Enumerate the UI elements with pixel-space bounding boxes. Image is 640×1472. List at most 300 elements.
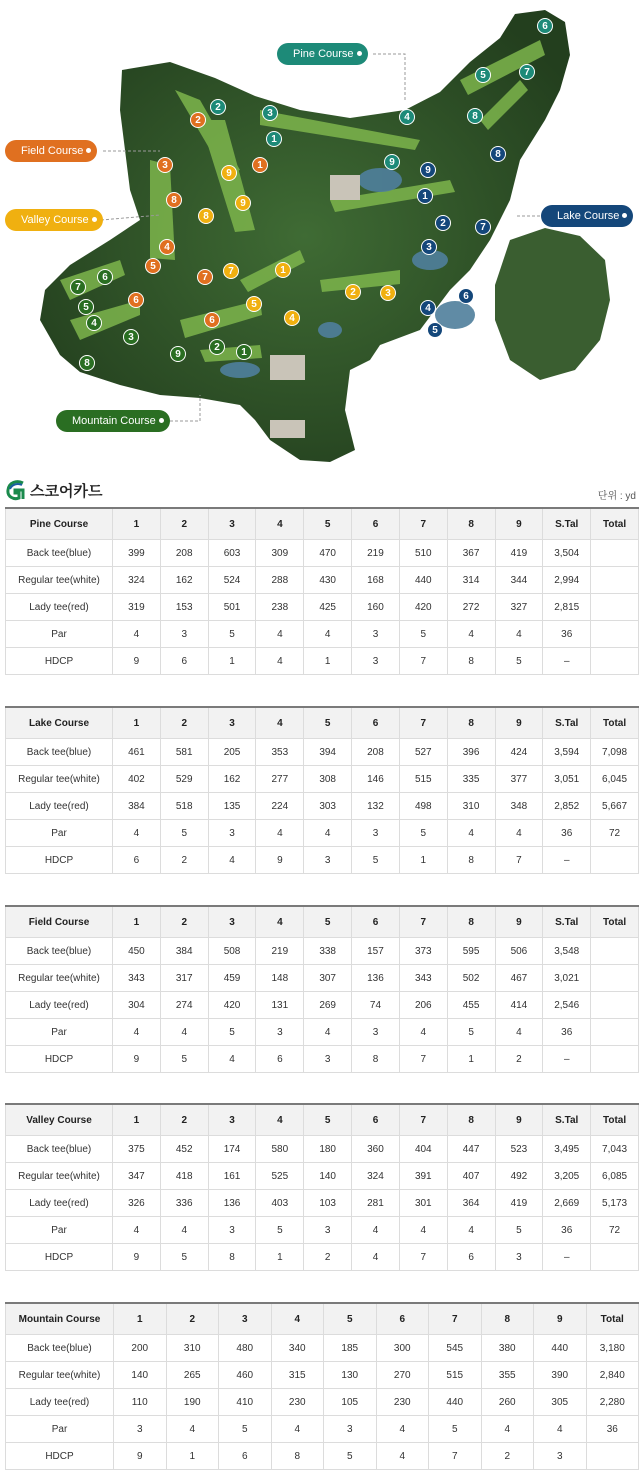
table-cell: 4 [352,1217,400,1244]
table-row [6,1335,639,1362]
valley-hole-marker[interactable]: 4 [284,310,300,326]
table-cell: 4 [399,1217,447,1244]
table-cell: 140 [304,1163,352,1190]
mountain-hole-marker[interactable]: 4 [86,315,102,331]
table-row [6,1443,639,1470]
table-cell: 403 [256,1190,304,1217]
table-cell [591,648,639,675]
table-cell [591,847,639,874]
table-cell: 3,495 [543,1136,591,1163]
table-cell: 4 [113,820,161,847]
lake-course-label-text: Lake Course [557,210,620,222]
table-cell: 1 [304,648,352,675]
table-cell: 440 [429,1389,482,1416]
column-header: 6 [352,508,400,540]
table-cell: 136 [352,965,400,992]
table-cell: 5 [208,621,256,648]
table-cell: 1 [256,1244,304,1271]
table-cell: 467 [495,965,543,992]
table-cell: 131 [256,992,304,1019]
column-header: 6 [376,1303,429,1335]
column-header: 3 [208,906,256,938]
table-cell: 160 [352,594,400,621]
table-cell: 72 [591,820,639,847]
table-cell: 3 [352,820,400,847]
table-cell: 6 [160,648,208,675]
table-row [6,820,639,847]
mountain-course-label-text: Mountain Course [72,415,156,427]
course-map-image [0,0,640,470]
column-header: 2 [160,508,208,540]
table-cell: 4 [376,1443,429,1470]
table-cell: 3,021 [543,965,591,992]
pine-course-label-text: Pine Course [293,48,354,60]
table-cell: 162 [160,567,208,594]
lake-hole-marker[interactable]: 1 [417,188,433,204]
table-cell: 36 [586,1416,639,1443]
table-cell [591,992,639,1019]
table-cell: – [543,1046,591,1073]
valley-hole-marker[interactable]: 9 [235,195,251,211]
table-cell: 5 [495,1217,543,1244]
table-cell: 364 [447,1190,495,1217]
table-cell: 317 [160,965,208,992]
table-cell: 3 [304,847,352,874]
table-cell: 2 [495,1046,543,1073]
table-row [6,567,639,594]
column-header: Total [591,707,639,739]
valley-hole-marker[interactable]: 8 [198,208,214,224]
table-cell: 3,548 [543,938,591,965]
valley-hole-marker[interactable]: 5 [246,296,262,312]
table-cell: 452 [160,1136,208,1163]
row-label: Back tee(blue) [6,540,113,567]
table-cell: 498 [399,793,447,820]
lake-hole-marker[interactable]: 9 [420,162,436,178]
table-cell: 3 [324,1416,377,1443]
table-cell: 180 [304,1136,352,1163]
table-cell: 9 [256,847,304,874]
table-cell: 344 [495,567,543,594]
column-header: S.Tal [543,906,591,938]
field-hole-marker[interactable]: 5 [145,258,161,274]
table-cell: 7 [429,1443,482,1470]
mountain-hole-marker[interactable]: 6 [97,269,113,285]
table-cell: 219 [352,540,400,567]
column-header: Total [586,1303,639,1335]
table-cell: 418 [160,1163,208,1190]
table-row [6,965,639,992]
table-cell: 508 [208,938,256,965]
table-cell: 5 [256,1217,304,1244]
table-cell: 269 [304,992,352,1019]
table-cell: 8 [271,1443,324,1470]
table-cell: 270 [376,1362,429,1389]
table-cell: 3 [352,648,400,675]
table-cell: 238 [256,594,304,621]
column-header: 1 [114,1303,167,1335]
column-header: 5 [304,707,352,739]
table-cell: 5 [324,1443,377,1470]
lake-hole-marker[interactable]: 6 [458,288,474,304]
table-cell: 140 [114,1362,167,1389]
table-cell: 336 [160,1190,208,1217]
table-cell: 510 [399,540,447,567]
table-cell: 506 [495,938,543,965]
table-row [6,938,639,965]
column-header: 5 [324,1303,377,1335]
table-cell [591,1244,639,1271]
table-row [6,1136,639,1163]
table-cell: 174 [208,1136,256,1163]
table-row [6,1217,639,1244]
column-header: 7 [399,906,447,938]
column-header: 5 [304,906,352,938]
row-label: Regular tee(white) [6,965,113,992]
table-cell: 274 [160,992,208,1019]
mountain-hole-marker[interactable]: 3 [123,329,139,345]
table-cell: 4 [376,1416,429,1443]
field-course-label[interactable] [5,140,97,162]
table-cell: 2 [160,847,208,874]
table-cell: 430 [304,567,352,594]
column-header: 1 [113,508,161,540]
table-cell: 3 [114,1416,167,1443]
row-label: Regular tee(white) [6,567,113,594]
table-cell: 8 [447,648,495,675]
column-header: 7 [429,1303,482,1335]
table-cell: 205 [208,739,256,766]
mountain-hole-marker[interactable]: 5 [78,299,94,315]
table-row [6,1046,639,1073]
table-cell: 8 [352,1046,400,1073]
row-label: Back tee(blue) [6,739,113,766]
mountain-hole-marker[interactable]: 7 [70,279,86,295]
pine-hole-marker[interactable]: 9 [384,154,400,170]
valley-course-label[interactable] [5,209,103,231]
table-cell: 8 [447,847,495,874]
field-hole-marker[interactable]: 2 [190,112,206,128]
scorecard-table [5,1103,639,1271]
table-cell: 7 [399,1046,447,1073]
row-label: Lady tee(red) [6,1190,113,1217]
table-cell: 480 [219,1335,272,1362]
table-cell: 4 [534,1416,587,1443]
table-cell: 4 [160,1217,208,1244]
table-cell: 4 [256,820,304,847]
column-header: Total [591,508,639,540]
table-cell: 340 [271,1335,324,1362]
table-cell: 303 [304,793,352,820]
table-cell: 3 [208,820,256,847]
table-cell: 314 [447,567,495,594]
table-cell: 384 [160,938,208,965]
table-cell: 4 [399,1019,447,1046]
table-cell: 190 [166,1389,219,1416]
table-cell: 208 [160,540,208,567]
table-cell [591,594,639,621]
table-cell: 4 [208,1046,256,1073]
scorecard-header [0,474,640,506]
table-cell: 219 [256,938,304,965]
dot-icon [357,51,362,56]
course-name: Pine Course [6,508,113,540]
table-cell: 2,852 [543,793,591,820]
column-header: 1 [113,1104,161,1136]
pine-hole-marker[interactable]: 3 [262,105,278,121]
table-cell: 272 [447,594,495,621]
table-cell: 425 [304,594,352,621]
table-cell: 353 [256,739,304,766]
table-cell: 319 [113,594,161,621]
mountain-hole-marker[interactable]: 2 [209,339,225,355]
unit-label: 단위 : yd [597,491,636,502]
table-cell: 4 [113,1019,161,1046]
table-cell: 7 [495,847,543,874]
table-cell: 9 [113,1244,161,1271]
table-row [6,1362,639,1389]
pine-hole-marker[interactable]: 8 [467,108,483,124]
dot-icon [159,418,164,423]
table-cell: 4 [304,621,352,648]
table-cell: 9 [113,1046,161,1073]
mountain-hole-marker[interactable]: 9 [170,346,186,362]
lake-hole-marker[interactable]: 2 [435,215,451,231]
table-cell: 3,051 [543,766,591,793]
column-header: 9 [495,1104,543,1136]
valley-course-label-text: Valley Course [21,214,89,226]
table-cell: 335 [447,766,495,793]
lake-hole-marker[interactable]: 5 [427,322,443,338]
pine-hole-marker[interactable]: 2 [210,99,226,115]
table-cell: 3 [304,1217,352,1244]
lake-hole-marker[interactable]: 3 [421,239,437,255]
table-cell: 3 [256,1019,304,1046]
table-cell: 2,669 [543,1190,591,1217]
table-row [6,1389,639,1416]
table-cell: 4 [447,621,495,648]
column-header: 4 [256,508,304,540]
row-label: Lady tee(red) [6,992,113,1019]
course-map [0,0,640,470]
column-header: S.Tal [543,1104,591,1136]
table-cell: 74 [352,992,400,1019]
table-cell: 450 [113,938,161,965]
table-cell: 157 [352,938,400,965]
table-cell: 4 [495,820,543,847]
column-header: 6 [352,1104,400,1136]
table-cell: 36 [543,820,591,847]
table-cell: 581 [160,739,208,766]
row-label: HDCP [6,1443,114,1470]
table-cell: 146 [352,766,400,793]
table-cell: 460 [219,1362,272,1389]
table-cell: 327 [495,594,543,621]
field-course-label-text: Field Course [21,145,84,157]
table-cell: 308 [304,766,352,793]
table-cell: 305 [534,1389,587,1416]
lake-course-label[interactable] [541,205,633,227]
valley-hole-marker[interactable]: 7 [223,263,239,279]
table-cell: 5 [429,1416,482,1443]
table-cell: 7 [399,1244,447,1271]
column-header: 3 [208,707,256,739]
field-hole-marker[interactable]: 1 [252,157,268,173]
valley-hole-marker[interactable]: 9 [221,165,237,181]
table-cell: 595 [447,938,495,965]
pine-hole-marker[interactable]: 7 [519,64,535,80]
column-header: 8 [447,707,495,739]
row-label: Regular tee(white) [6,1362,114,1389]
table-cell: 130 [324,1362,377,1389]
field-hole-marker[interactable]: 6 [128,292,144,308]
golf-logo-icon [5,479,27,501]
table-cell: 414 [495,992,543,1019]
pine-hole-marker[interactable]: 4 [399,109,415,125]
table-cell: 419 [495,1190,543,1217]
field-hole-marker[interactable]: 3 [157,157,173,173]
table-cell: 2,840 [586,1362,639,1389]
table-cell: 135 [208,793,256,820]
table-cell: 36 [543,621,591,648]
table-cell: 5 [160,1244,208,1271]
table-cell: 502 [447,965,495,992]
table-cell: 3 [160,621,208,648]
table-cell: 1 [208,648,256,675]
table-cell: 380 [481,1335,534,1362]
dot-icon [622,213,627,218]
table-row [6,648,639,675]
pine-hole-marker[interactable]: 6 [537,18,553,34]
table-cell [591,938,639,965]
valley-hole-marker[interactable]: 1 [275,262,291,278]
mountain-hole-marker[interactable]: 8 [79,355,95,371]
table-cell: 4 [166,1416,219,1443]
table-cell: 153 [160,594,208,621]
table-cell: 5 [219,1416,272,1443]
column-header: 8 [447,906,495,938]
table-cell: 136 [208,1190,256,1217]
table-cell [586,1443,639,1470]
table-cell: 7,098 [591,739,639,766]
table-cell: 580 [256,1136,304,1163]
table-cell: 7 [399,648,447,675]
table-cell: 4 [113,1217,161,1244]
field-hole-marker[interactable]: 7 [197,269,213,285]
lake-hole-marker[interactable]: 4 [420,300,436,316]
table-cell: 407 [447,1163,495,1190]
table-row [6,992,639,1019]
table-cell: 545 [429,1335,482,1362]
column-header: 6 [352,906,400,938]
table-cell: 4 [495,1019,543,1046]
table-cell: 4 [271,1416,324,1443]
table-cell: 523 [495,1136,543,1163]
column-header: 4 [271,1303,324,1335]
table-cell: 6 [256,1046,304,1073]
field-hole-marker[interactable]: 8 [166,192,182,208]
row-label: HDCP [6,847,113,874]
column-header: 2 [166,1303,219,1335]
table-cell: 470 [304,540,352,567]
column-header: 1 [113,906,161,938]
pine-hole-marker[interactable]: 5 [475,67,491,83]
column-header: 9 [495,508,543,540]
table-cell: 410 [219,1389,272,1416]
column-header: 6 [352,707,400,739]
row-label: Par [6,1416,114,1443]
column-header: S.Tal [543,707,591,739]
table-cell: 324 [113,567,161,594]
field-hole-marker[interactable]: 4 [159,239,175,255]
row-label: Par [6,820,113,847]
table-cell: 4 [256,621,304,648]
table-cell [591,1046,639,1073]
table-cell [591,965,639,992]
row-label: HDCP [6,1046,113,1073]
table-cell: 5,173 [591,1190,639,1217]
table-cell: 3,504 [543,540,591,567]
valley-hole-marker[interactable]: 3 [380,285,396,301]
table-cell: 4 [304,820,352,847]
column-header: 9 [495,707,543,739]
table-cell: 5 [447,1019,495,1046]
table-cell: – [543,1244,591,1271]
table-cell: 6 [113,847,161,874]
column-header: 8 [447,508,495,540]
table-cell: 281 [352,1190,400,1217]
table-row [6,766,639,793]
pine-hole-marker[interactable]: 1 [266,131,282,147]
column-header: 3 [208,508,256,540]
table-cell: 501 [208,594,256,621]
field-hole-marker[interactable]: 6 [204,312,220,328]
valley-hole-marker[interactable]: 2 [345,284,361,300]
row-label: Par [6,621,113,648]
table-cell: 2 [304,1244,352,1271]
mountain-hole-marker[interactable]: 1 [236,344,252,360]
table-row [6,1163,639,1190]
column-header: 2 [160,906,208,938]
table-cell: 420 [399,594,447,621]
table-cell: 419 [495,540,543,567]
table-cell: 230 [271,1389,324,1416]
mountain-course-label[interactable] [56,410,170,432]
table-cell: 2,280 [586,1389,639,1416]
course-name: Field Course [6,906,113,938]
column-header: 9 [495,906,543,938]
pine-course-label[interactable] [277,43,368,65]
table-cell: 459 [208,965,256,992]
table-cell: 4 [447,820,495,847]
table-cell: 6,045 [591,766,639,793]
column-header: 9 [534,1303,587,1335]
lake-hole-marker[interactable]: 7 [475,219,491,235]
row-label: Back tee(blue) [6,1335,114,1362]
table-cell: 206 [399,992,447,1019]
scorecard-table [5,507,639,675]
lake-hole-marker[interactable]: 8 [490,146,506,162]
table-cell: 2 [481,1443,534,1470]
table-cell: 404 [399,1136,447,1163]
table-cell: 36 [543,1217,591,1244]
table-row [6,1019,639,1046]
table-cell: 603 [208,540,256,567]
column-header: 8 [447,1104,495,1136]
table-cell: 5 [495,648,543,675]
table-cell: 300 [376,1335,429,1362]
table-row [6,847,639,874]
